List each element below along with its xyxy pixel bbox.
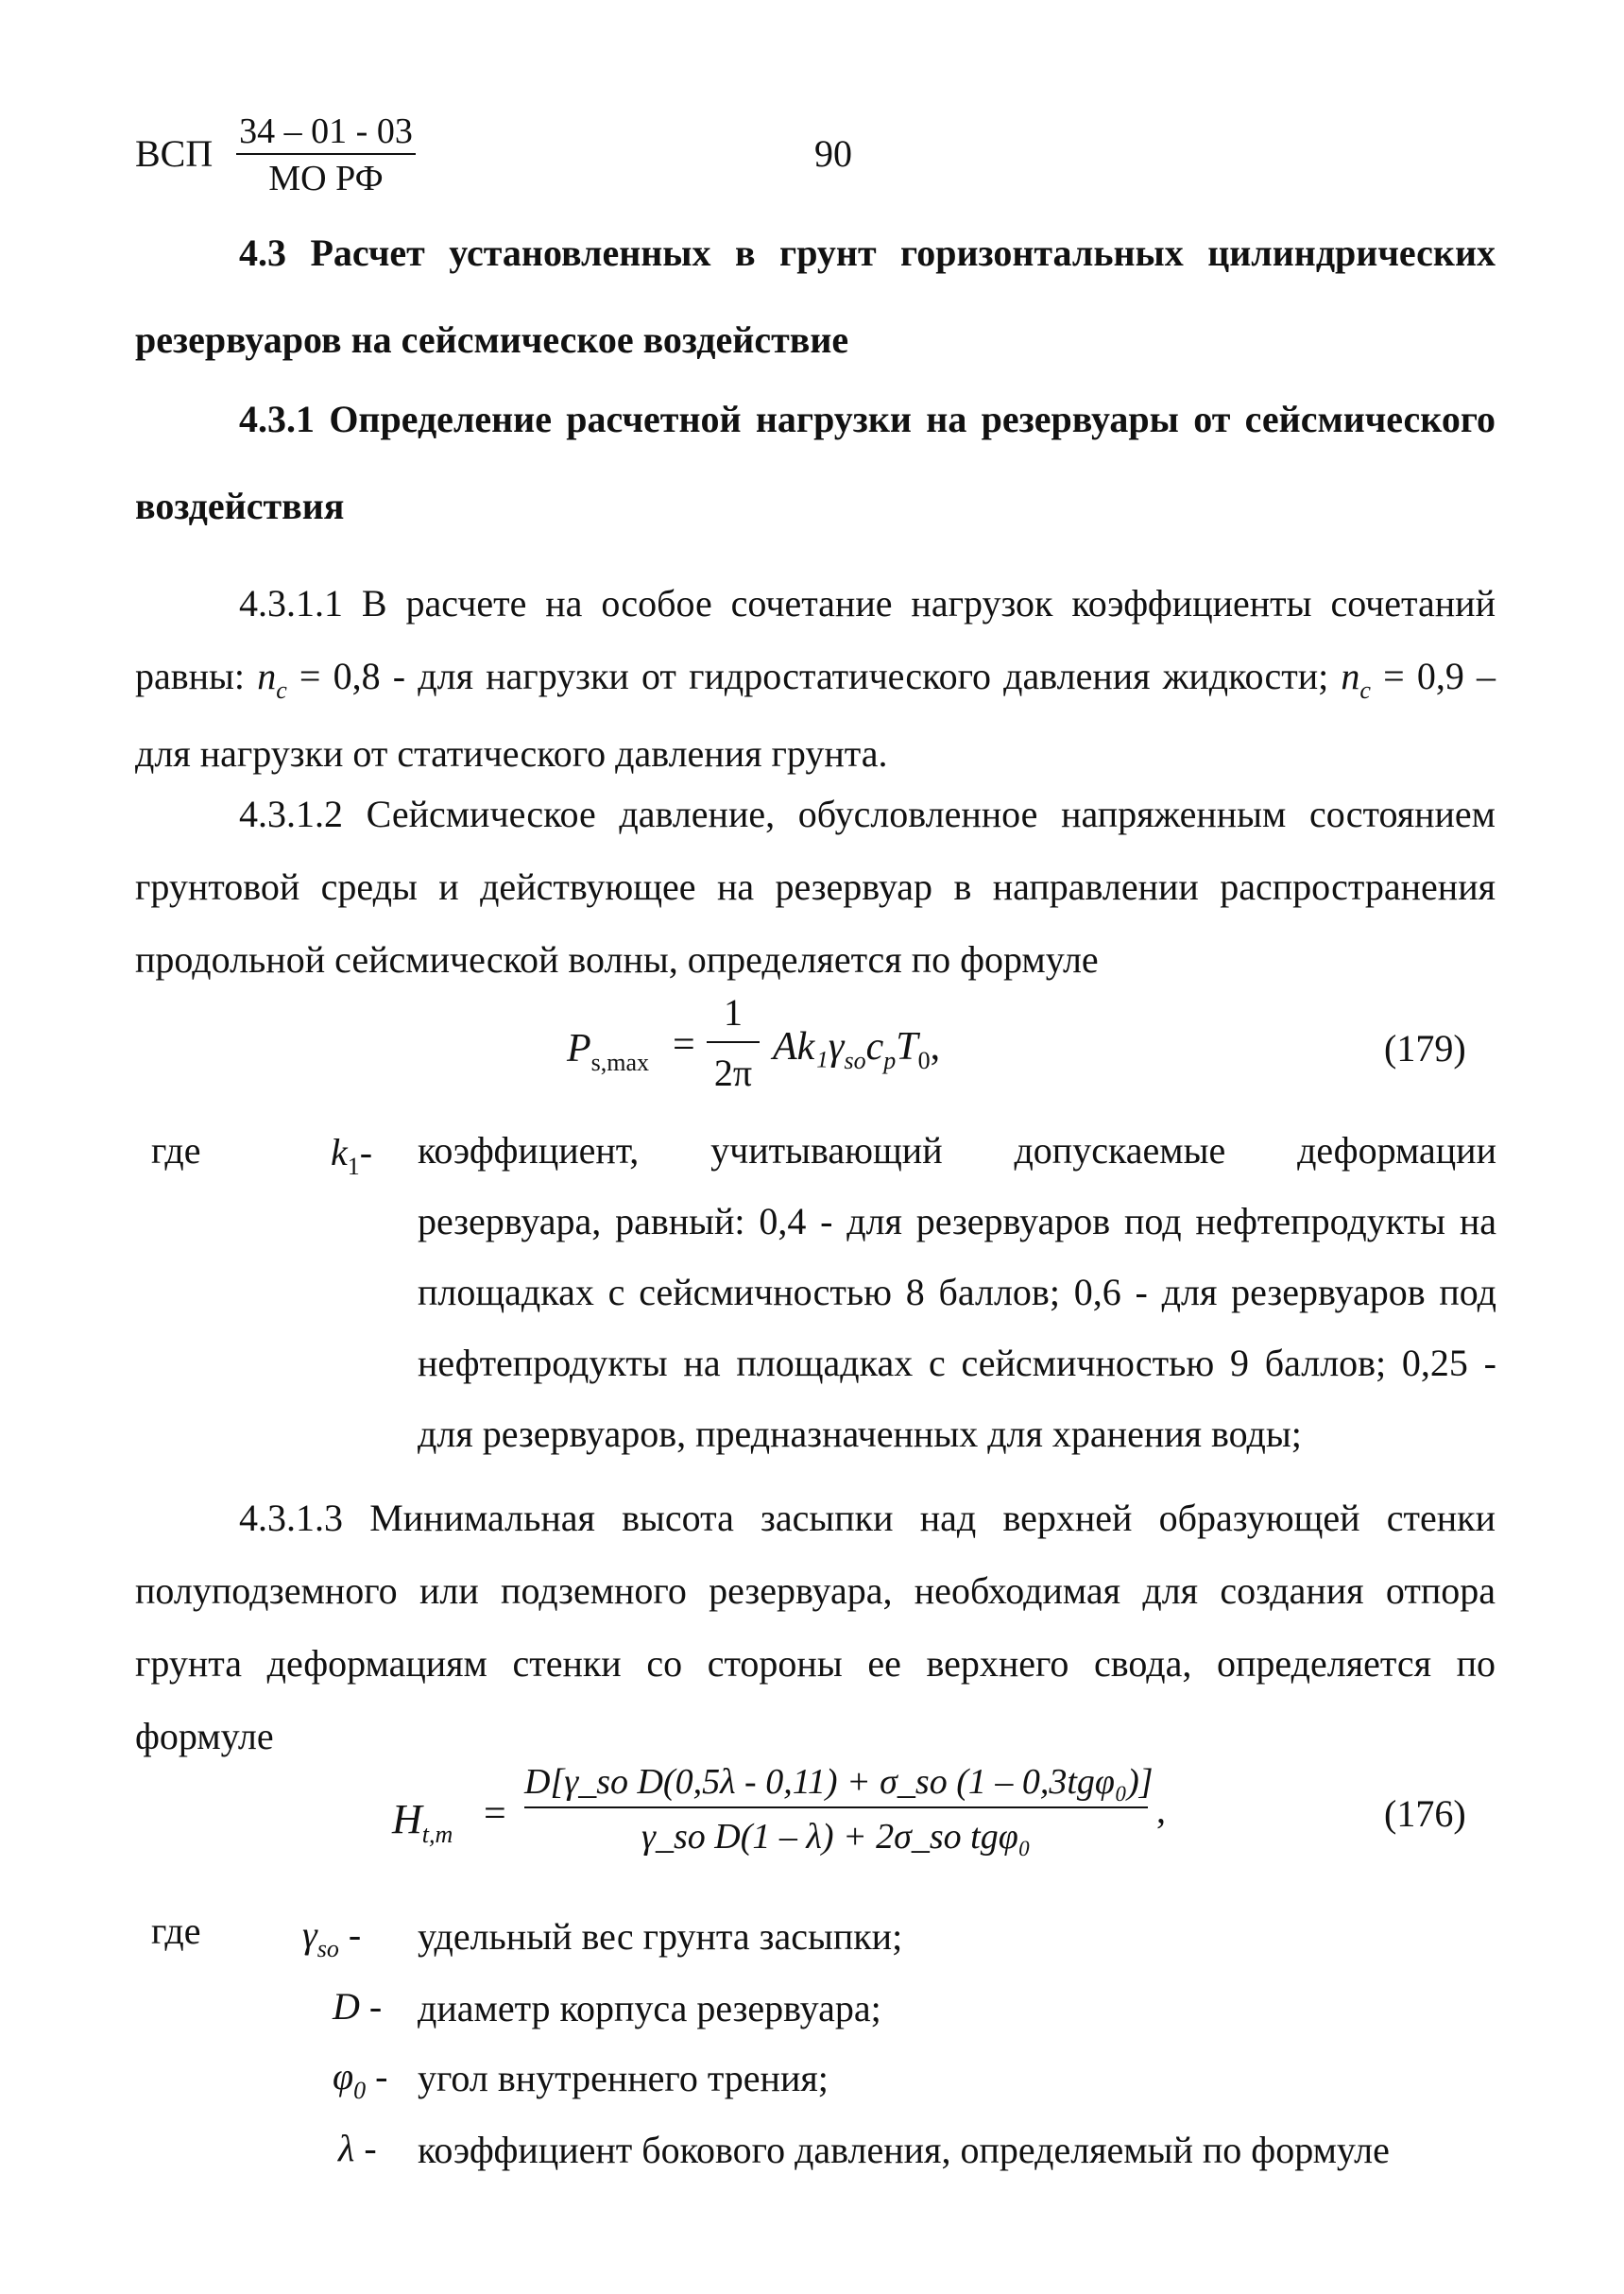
paragraph-4-3-1-1: 4.3.1.1 В расчете на особое сочетание нагрузок коэффициенты сочетаний равны: $n_c = 0,8$ - для нагрузки от гидростатического давления жидкости; $n_c = 0,9$ – для нагрузки от статического давления грунта. xyxy=(135,582,1496,775)
document-code-fraction xyxy=(236,111,416,198)
where-label: где xyxy=(151,1129,201,1172)
formula-179-lhs: $P_{s,max}$ xyxy=(567,1027,650,1076)
gamma-so-symbol: $\gamma_{so}$ - xyxy=(302,1913,362,1962)
paragraph-4-3-1-2: 4.3.1.2 Сейсмическое давление, обусловленное напряженным состоянием грунтовой среды и действующее на резервуар в направлении распространения продольной сейсмической волны, определяется по формуле xyxy=(135,793,1496,981)
document-code-numerator: 34 – 01 - 03 xyxy=(239,111,413,151)
document-code-denominator: МО РФ xyxy=(268,159,384,198)
formula-176 xyxy=(0,1759,1624,1873)
formula-176-numerator: D[γ_so D(0,5λ - 0,11) + σ_so (1 – 0,3tgφ₀)] xyxy=(524,1762,1154,1802)
phi0-definition: угол внутреннего трения; xyxy=(418,2057,829,2099)
paragraph-4-3-1-3: 4.3.1.3 Минимальная высота засыпки над верхней образующей стенки полуподземного или подземного резервуара, необходимая для создания отпора грунта деформациям стенки со стороны ее верхнего свода, определяется по формуле xyxy=(135,1497,1496,1757)
section-title: 4.3 Расчет установленных в грунт горизонтальных цилиндрических резервуаров на сейсмическое воздействие xyxy=(135,231,1496,361)
formula-179 xyxy=(0,990,1624,1104)
lambda-symbol: λ - xyxy=(338,2127,377,2169)
formula-179-rhs: $Ak_1\gamma_{so}c_pT_0$, xyxy=(773,1025,941,1074)
gamma-so-definition: удельный вес грунта засыпки; xyxy=(418,1915,903,1958)
formula-179-frac-num: 1 xyxy=(724,991,743,1034)
lambda-definition: коэффициент бокового давления, определяемый по формуле xyxy=(418,2129,1390,2171)
phi0-symbol: $\varphi_0$ - xyxy=(333,2055,388,2104)
nc-symbol: $n_c$ xyxy=(1341,655,1371,704)
formula-176-eq: = xyxy=(484,1792,506,1836)
formula-179-number: (179) xyxy=(1384,1027,1466,1070)
d-definition: диаметр корпуса резервуара; xyxy=(418,1987,881,2029)
nc-symbol: $n_c$ xyxy=(257,655,287,704)
formula-176-number: (176) xyxy=(1384,1792,1466,1835)
k1-definition: коэффициент, учитывающий допускаемые деформации резервуара, равный: 0,4 - для резервуаров под нефтепродукты на площадках с сейсмичностью 8 баллов; 0,6 - для резервуаров под нефтепродукты на площадках с сейсмичностью 9 баллов; 0,25 - для резервуаров, предназначенных для хранения воды; xyxy=(418,1129,1496,1455)
formula-179-eq: = xyxy=(673,1023,695,1067)
document-code xyxy=(135,132,214,175)
formula-176-denominator: γ_so D(1 – λ) + 2σ_so tgφ₀ xyxy=(641,1817,1031,1857)
formula-179-frac-den: 2π xyxy=(713,1052,753,1094)
k1-symbol: $k_1-$ xyxy=(331,1131,373,1180)
where-label: где xyxy=(151,1909,201,1952)
page-number: 90 xyxy=(814,132,852,175)
formula-176-comma: , xyxy=(1156,1789,1166,1831)
document-code-prefix: ВСП xyxy=(135,132,214,175)
formula-176-lhs: $H_{t,m}$ xyxy=(392,1796,453,1848)
subsection-title: 4.3.1 Определение расчетной нагрузки на резервуары от сейсмического воздействия xyxy=(135,398,1496,527)
d-symbol: D - xyxy=(333,1985,383,2028)
